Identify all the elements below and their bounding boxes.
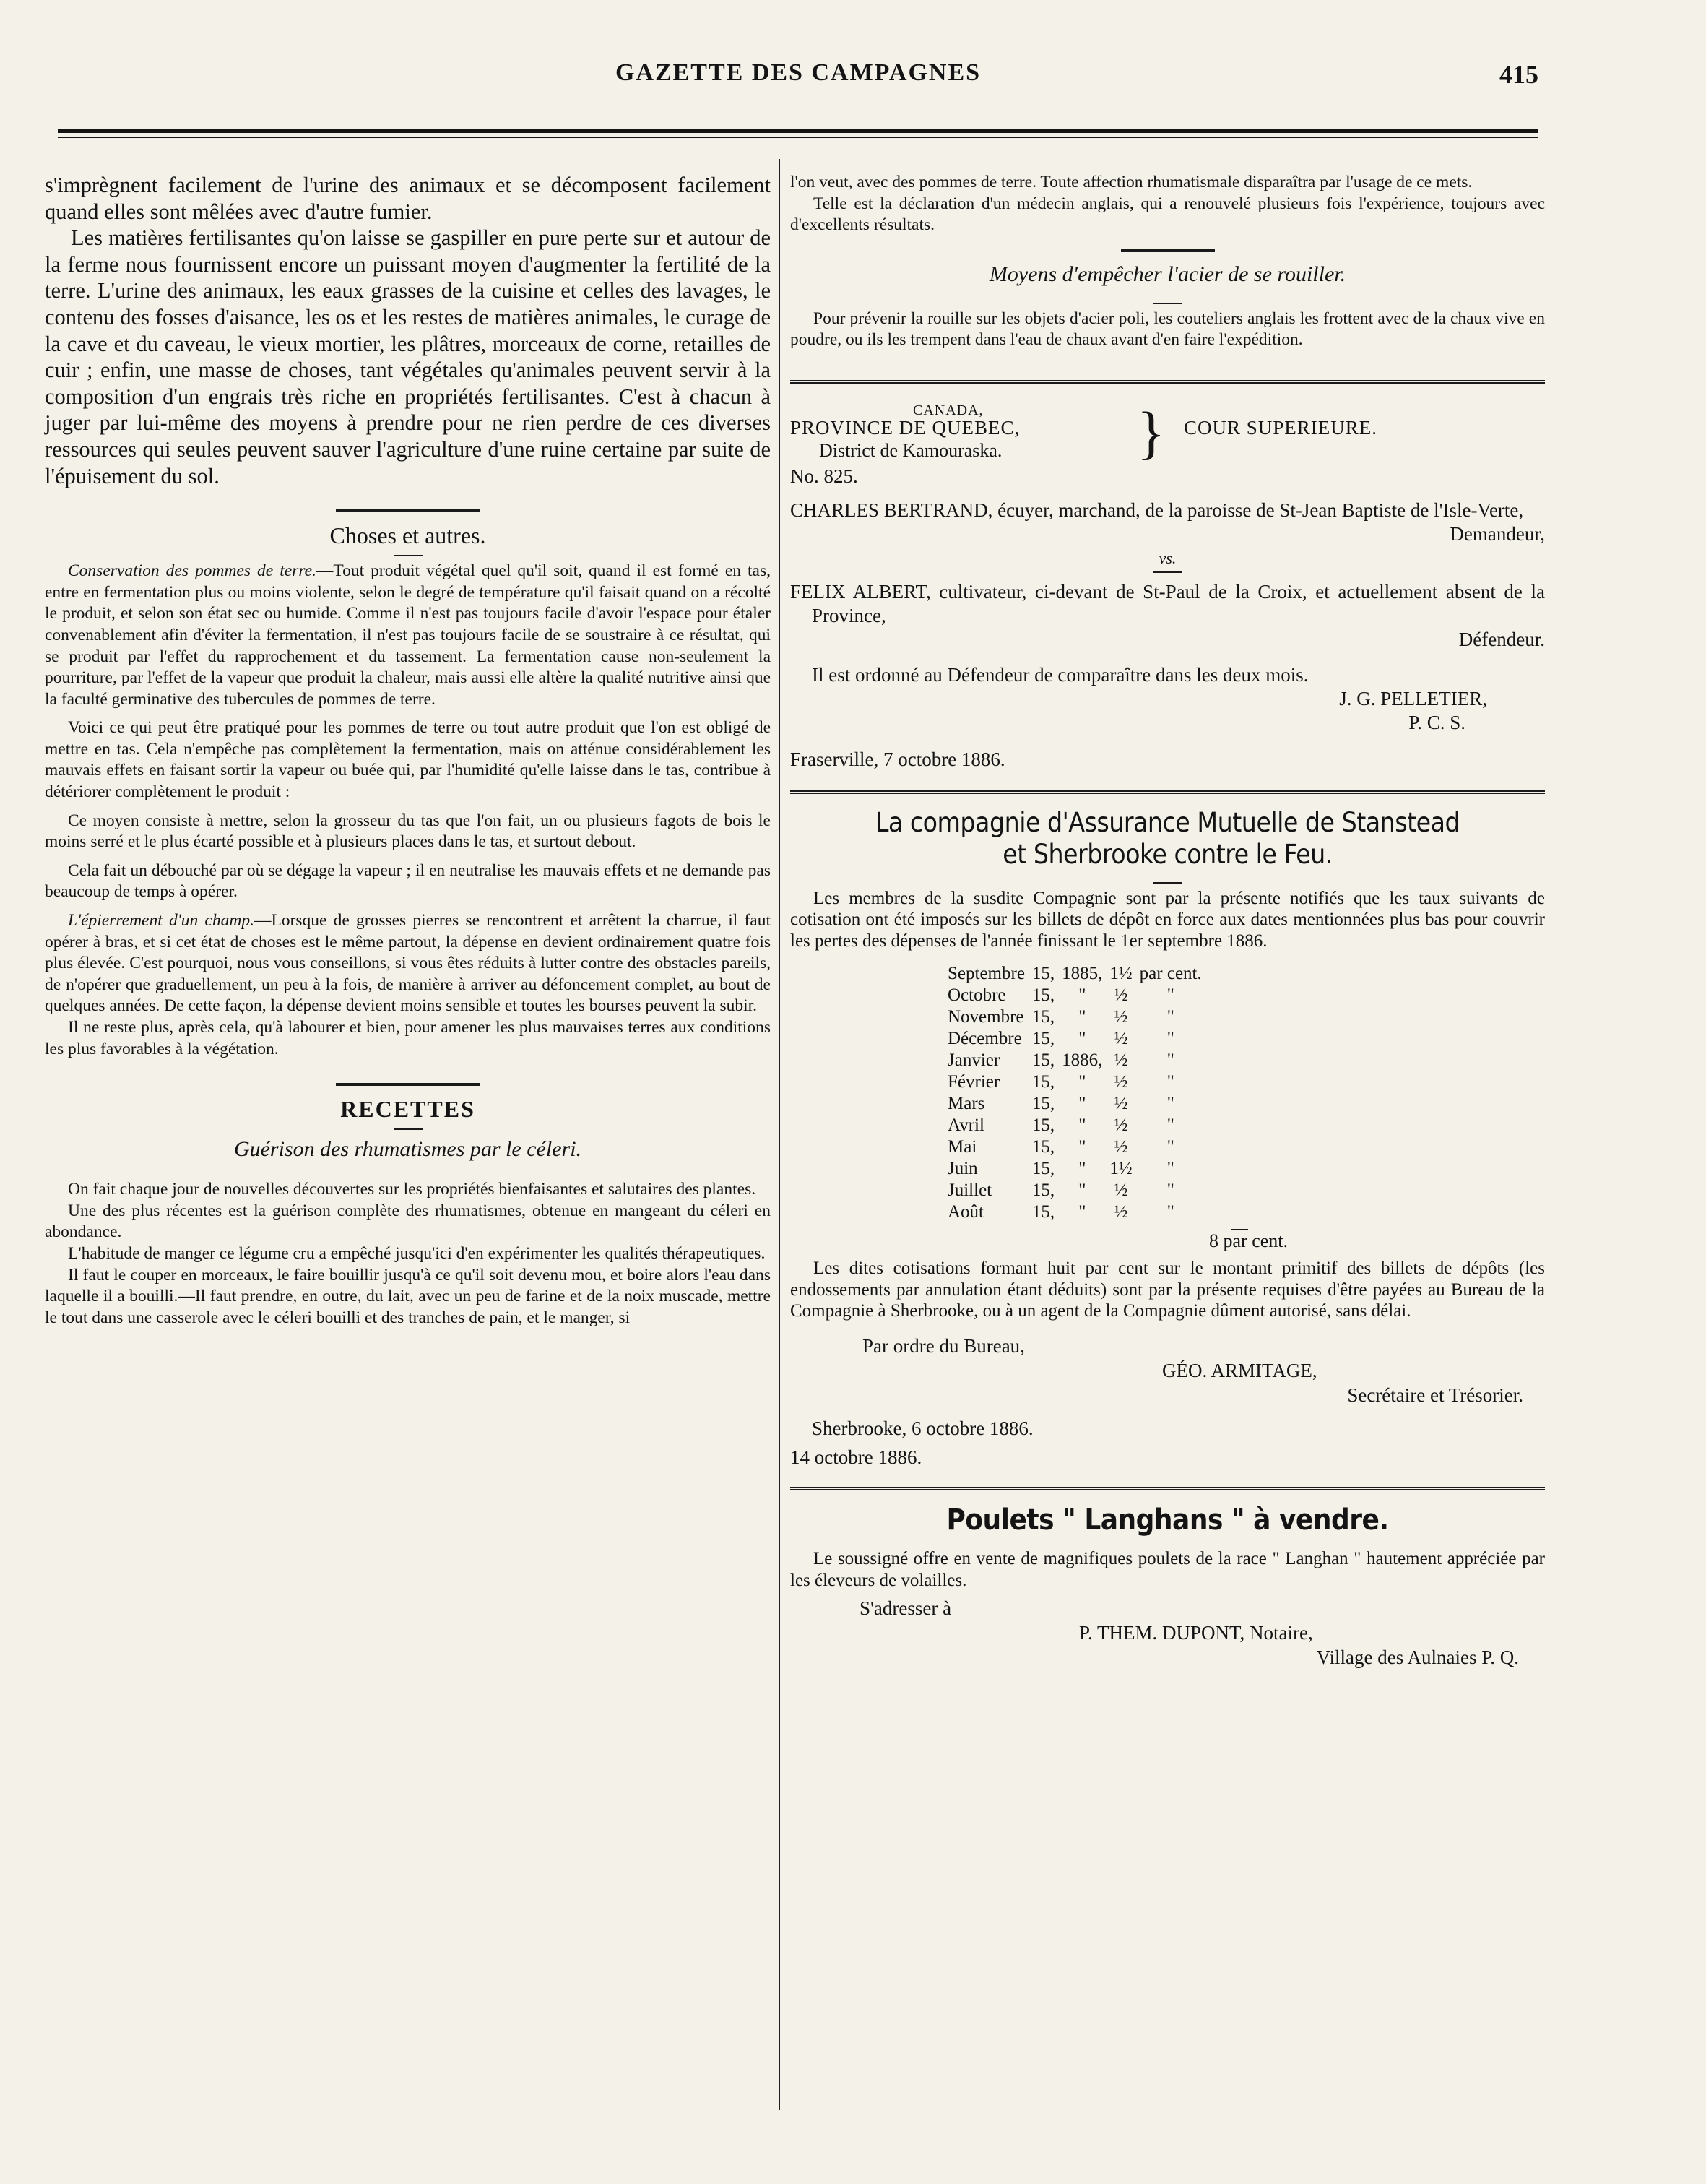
- schedule-month: Avril: [948, 1115, 984, 1136]
- schedule-row: [948, 1006, 1209, 1028]
- schedule-year: 1885,: [1062, 964, 1103, 984]
- schedule-day: 15,: [1031, 985, 1055, 1006]
- schedule-unit: ": [1166, 1202, 1174, 1222]
- schedule-day: 15,: [1031, 1029, 1055, 1049]
- assurance-signature: [790, 1334, 1545, 1469]
- schedule-row: [948, 963, 1209, 985]
- schedule-month: Août: [948, 1202, 984, 1222]
- schedule-row: [948, 1071, 1209, 1093]
- schedule-unit: ": [1166, 1094, 1174, 1114]
- schedule-row: [948, 1093, 1209, 1115]
- schedule-month: Novembre: [948, 1007, 1024, 1027]
- schedule-month: Octobre: [948, 985, 1006, 1006]
- recettes-title: RECETTES: [340, 1096, 475, 1123]
- schedule-day: 15,: [1031, 1115, 1055, 1136]
- recette-paragraph: On fait chaque jour de nouvelles découvertes sur les propriétés bienfaisantes et salutaires des plantes.: [68, 1180, 756, 1199]
- schedule-rate: ½: [1114, 1050, 1128, 1071]
- court-country: CANADA,: [913, 402, 984, 418]
- section-rule: [790, 790, 1545, 797]
- schedule-unit: ": [1166, 1115, 1174, 1136]
- choses-paragraph: [45, 910, 771, 1017]
- right-column: [790, 172, 1545, 1670]
- schedule-unit: ": [1166, 1050, 1174, 1071]
- court-district: District de Kamouraska.: [819, 439, 1003, 461]
- schedule-month: Juillet: [948, 1181, 992, 1201]
- assurance-date: Sherbrooke, 6 octobre 1886.: [812, 1417, 1034, 1439]
- intro-paragraph: s'imprègnent facilement de l'urine des animaux et se décomposent facilement quand elles sont mêlées avec d'autre fumier.: [45, 173, 771, 224]
- schedule-day: 15,: [1031, 1050, 1055, 1071]
- court-date: Fraserville, 7 octobre 1886.: [790, 748, 1005, 770]
- schedule-day: 15,: [1031, 1094, 1055, 1114]
- left-column: [45, 172, 771, 1329]
- schedule-month: Juin: [948, 1159, 978, 1179]
- schedule-rate: ½: [1114, 1181, 1128, 1201]
- schedule-day: 15,: [1031, 1159, 1055, 1179]
- court-brace: }: [1137, 399, 1166, 465]
- schedule-month: Janvier: [948, 1050, 1000, 1071]
- court-signer: J. G. PELLETIER,: [1339, 687, 1487, 709]
- order-by: Par ordre du Bureau,: [862, 1334, 1025, 1357]
- paragraph-text: —Lorsque de grosses pierres se rencontrent et arrêtent la charrue, il faut opérer à bras, et si cet état de choses est le même partout, la dépense en devient ordinairement quatre fois plus élevée. C'est pourquoi, nous vous conseillons, si vous êtes réduits à lutter contre des obstacles pareils, de n'opérer que graduellement, un peu à la fois, de manière à arriver au défoncement complet, au bout de quelques années. De cette façon, la dépense devient moins sensible et toutes les bourses peuvent la subir.: [45, 911, 771, 1016]
- schedule-rate: ½: [1114, 1007, 1128, 1027]
- recette-paragraph: Il faut le couper en morceaux, le faire bouillir jusqu'à ce qu'il soit devenu mou, et boire alors l'eau dans laquelle il a bouilli.—Il faut prendre, en outre, du lait, avec un peu de farine et de la noix muscade, mettre le tout dans une casserole avec le céleri bouilli et des tranches de pain, et le manger, si: [45, 1265, 771, 1327]
- schedule-rate: 1½: [1109, 964, 1133, 984]
- schedule-day: 15,: [1031, 1181, 1055, 1201]
- schedule-year: ": [1078, 1159, 1086, 1179]
- schedule-rate: ½: [1114, 1072, 1128, 1092]
- choses-title: Choses et autres.: [329, 522, 486, 549]
- schedule-row: [948, 1158, 1209, 1180]
- assurance-title-line: La compagnie d'Assurance Mutuelle de Stanstead: [875, 806, 1460, 838]
- assurance-title: [790, 807, 1545, 871]
- schedule-unit: ": [1166, 1159, 1174, 1179]
- schedule-rate: ½: [1114, 1115, 1128, 1136]
- schedule-unit: ": [1166, 985, 1174, 1006]
- header-rule: [58, 129, 1538, 133]
- plaintiff: CHARLES BERTRAND, écuyer, marchand, de la paroisse de St-Jean Baptiste de l'Isle-Verte,: [790, 498, 1524, 521]
- schedule-day: 15,: [1031, 1007, 1055, 1027]
- schedule-month: Décembre: [948, 1029, 1022, 1049]
- poulets-location: Village des Aulnaies P. Q.: [1316, 1646, 1519, 1668]
- continued-paragraph: Telle est la déclaration d'un médecin anglais, qui a renouvelé plusieurs fois l'expérience, toujours avec d'excellents résultats.: [790, 194, 1545, 235]
- recette-paragraph: L'habitude de manger ce légume cru a empêché jusqu'ici d'en expérimenter les qualités thérapeutiques.: [68, 1243, 766, 1263]
- title-dash: [1153, 571, 1182, 573]
- defendant: FELIX ALBERT, cultivateur, ci-devant de St-Paul de la Croix, et actuellement absent de la Province,: [790, 580, 1545, 626]
- schedule-rate: ½: [1114, 985, 1128, 1006]
- schedule-unit: par cent.: [1139, 964, 1202, 984]
- section-rule: [1121, 249, 1215, 252]
- section-rule: [336, 1083, 480, 1086]
- paragraph-lead: Conservation des pommes de terre.: [68, 561, 316, 581]
- schedule-unit: ": [1166, 1181, 1174, 1201]
- case-number: No. 825.: [790, 465, 858, 487]
- schedule-unit: ": [1166, 1007, 1174, 1027]
- assurance-intro: Les membres de la susdite Compagnie sont par la présente notifiés que les taux suivants de cotisation ont été imposés sur les billets de dépôt en force aux dates mentionnées plus bas pour couvrir les pertes des dépenses de l'année finissant le 1er septembre 1886.: [790, 888, 1545, 951]
- title-dash: [1153, 882, 1182, 884]
- schedule-row: [948, 985, 1209, 1006]
- schedule-row: [948, 1028, 1209, 1050]
- schedule-row: [948, 1050, 1209, 1071]
- section-rule: [790, 380, 1545, 387]
- court-province: PROVINCE DE QUEBEC,: [790, 416, 1021, 439]
- schedule-row: [948, 1115, 1209, 1136]
- court-signer-title: P. C. S.: [1408, 711, 1465, 733]
- schedule-rate: ½: [1114, 1202, 1128, 1222]
- schedule-rate: ½: [1114, 1029, 1128, 1049]
- paragraph-lead: L'épierrement d'un champ.: [68, 911, 254, 931]
- title-dash: [394, 1128, 423, 1130]
- section-rule: [336, 509, 480, 512]
- schedule-unit: ": [1166, 1072, 1174, 1092]
- schedule-month: Mars: [948, 1094, 985, 1114]
- assurance-date: 14 octobre 1886.: [790, 1446, 922, 1468]
- header-rule-thin: [58, 137, 1538, 138]
- poulets-text: Le soussigné offre en vente de magnifiques poulets de la race " Langhan " hautement appréciée par les éleveurs de volailles.: [790, 1548, 1545, 1590]
- schedule-row: [948, 1136, 1209, 1158]
- schedule-year: ": [1078, 1094, 1086, 1114]
- poulets-address-label: S'adresser à: [860, 1597, 952, 1619]
- rate-schedule: [948, 963, 1209, 1223]
- section-rule: [790, 1487, 1545, 1493]
- poulets-name: P. THEM. DUPONT, Notaire,: [1079, 1621, 1313, 1644]
- poulets-title: Poulets " Langhans " à vendre.: [946, 1503, 1389, 1537]
- schedule-year: ": [1078, 1115, 1086, 1136]
- choses-paragraph: Ce moyen consiste à mettre, selon la grosseur du tas que l'on fait, un ou plusieurs fagots de bois le moins serré et le plus écarté possible et à plusieurs places dans le tas, et surtout debout.: [45, 811, 771, 852]
- schedule-unit: ": [1166, 1137, 1174, 1157]
- column-separator: [779, 159, 780, 2110]
- assurance-signer: GÉO. ARMITAGE,: [1162, 1359, 1317, 1381]
- schedule-year: ": [1078, 1029, 1086, 1049]
- assurance-title-line: et Sherbrooke contre le Feu.: [1003, 838, 1333, 870]
- assurance-signer-title: Secrétaire et Trésorier.: [1347, 1384, 1523, 1406]
- schedule-rate: 1½: [1109, 1159, 1133, 1179]
- schedule-day: 15,: [1031, 1202, 1055, 1222]
- paragraph-text: —Tout produit végétal quel qu'il soit, quand il est formé en tas, entre en fermentation plus ou moins violente, selon le degré de température qu'il faisait quand on a récolté le produit, et selon son état sec ou humide. Comme il n'est pas toujours facile d'avoir l'espace pour étaler convenablement afin d'éviter la fermentation, il n'est pas toujours facile de se soustraire à ce résultat, qui se produit par l'effet du rapprochement et du tassement. La fermentation cause non-seulement la pourriture, par l'effet de la vapeur que produit la chaleur, mais aussi elle altère la qualité nutritive ainsi que la faculté germinative des tubercules de pommes de terre.: [45, 561, 771, 709]
- page-header: [58, 59, 1538, 103]
- choses-paragraph: [45, 561, 771, 710]
- choses-paragraph: Cela fait un débouché par où se dégage la vapeur ; il en neutralise les mauvais effets et ne demande pas beaucoup de temps à opérer.: [45, 860, 771, 902]
- schedule-rate: ½: [1114, 1094, 1128, 1114]
- schedule-year: ": [1078, 1072, 1086, 1092]
- schedule-day: 15,: [1031, 1137, 1055, 1157]
- title-dash: [394, 555, 423, 556]
- schedule-month: Février: [948, 1072, 1000, 1092]
- intro-paragraph: Les matières fertilisantes qu'on laisse se gaspiller en pure perte sur et autour de la ferme nous fournissent encore un puissant moyen d'augmenter la fertilité de la terre. L'urine des animaux, les eaux grasses de la cuisine et celles des lavages, le contenu des fosses d'aisance, les os et les restes de matières animales, le curage de la cave et du caveau, le vieux mortier, les plâtres, morceaux de corne, retailles de cuir ; enfin, une masse de choses, tant végétales qu'animales peuvent servir à la composition d'un engrais très riche en propriétés fertilisantes. C'est à chacun à juger par lui-même des moyens à prendre pour ne rien perdre de ces diverses ressources qui seules peuvent sauver l'agriculture d'une ruine certaine par suite de l'épuisement du sol.: [45, 225, 771, 488]
- schedule-year: ": [1078, 1007, 1086, 1027]
- court-order: Il est ordonné au Défendeur de comparaître dans les deux mois.: [812, 663, 1309, 686]
- choses-paragraph: Voici ce qui peut être pratiqué pour les pommes de terre ou tout autre produit que l'on est obligé de mettre en tas. Cela n'empêche pas complètement la fermentation, mais on atténue considérablement les mauvais effets en faisant sortir la vapeur ou buée qui, par l'humidité qu'elle laisse dans le tas, contribue à détériorer complètement le produit :: [45, 718, 771, 802]
- schedule-year: ": [1078, 1181, 1086, 1201]
- newspaper-title: GAZETTE DES CAMPAGNES: [615, 59, 982, 86]
- court-name: COUR SUPERIEURE.: [1184, 416, 1378, 439]
- title-dash: [1153, 303, 1182, 304]
- schedule-month: Septembre: [948, 964, 1025, 984]
- assurance-body: Les dites cotisations formant huit par cent sur le montant primitif des billets de dépôts (les endossements par annulation étant déduits) sont par la présente requises d'être payées au Bureau de la Compagnie à Sherbrooke, ou à un agent de la Compagnie dûment autorisé, sans délai.: [790, 1259, 1545, 1321]
- recettes-subtitle: Guérison des rhumatismes par le céleri.: [233, 1137, 582, 1162]
- schedule-day: 15,: [1031, 964, 1055, 984]
- schedule-unit: ": [1166, 1029, 1174, 1049]
- schedule-month: Mai: [948, 1137, 977, 1157]
- schedule-year: ": [1078, 1202, 1086, 1222]
- schedule-row: [948, 1180, 1209, 1201]
- recette-paragraph: Une des plus récentes est la guérison complète des rhumatismes, obtenue en mangeant du céleri en abondance.: [45, 1201, 771, 1242]
- poulets-contact: [790, 1596, 1545, 1670]
- schedule-year: ": [1078, 1137, 1086, 1157]
- schedule-rate: ½: [1114, 1137, 1128, 1157]
- schedule-year: ": [1078, 985, 1086, 1006]
- defendant-role: Défendeur.: [1458, 628, 1545, 650]
- schedule-year: 1886,: [1062, 1050, 1103, 1071]
- acier-paragraph: Pour prévenir la rouille sur les objets d'acier poli, les couteliers anglais les frottent avec de la chaux vive en poudre, ou ils les trempent dans l'eau de chaux avant d'en faire l'expédition.: [790, 308, 1545, 350]
- choses-paragraph: Il ne reste plus, après cela, qu'à labourer et bien, pour amener les plus mauvaises terres aux conditions les plus favorables à la végétation.: [45, 1018, 771, 1058]
- continued-paragraph: l'on veut, avec des pommes de terre. Toute affection rhumatismale disparaîtra par l'usage de ce mets.: [790, 173, 1473, 191]
- acier-title: Moyens d'empêcher l'acier de se rouiller.: [989, 262, 1346, 286]
- plaintiff-role: Demandeur,: [1450, 522, 1545, 545]
- schedule-day: 15,: [1031, 1072, 1055, 1092]
- schedule-total: 8 par cent.: [1209, 1230, 1289, 1252]
- schedule-row: [948, 1201, 1209, 1223]
- page-number: 415: [1499, 60, 1538, 89]
- court-header: [790, 399, 1545, 465]
- versus: vs.: [1159, 548, 1177, 567]
